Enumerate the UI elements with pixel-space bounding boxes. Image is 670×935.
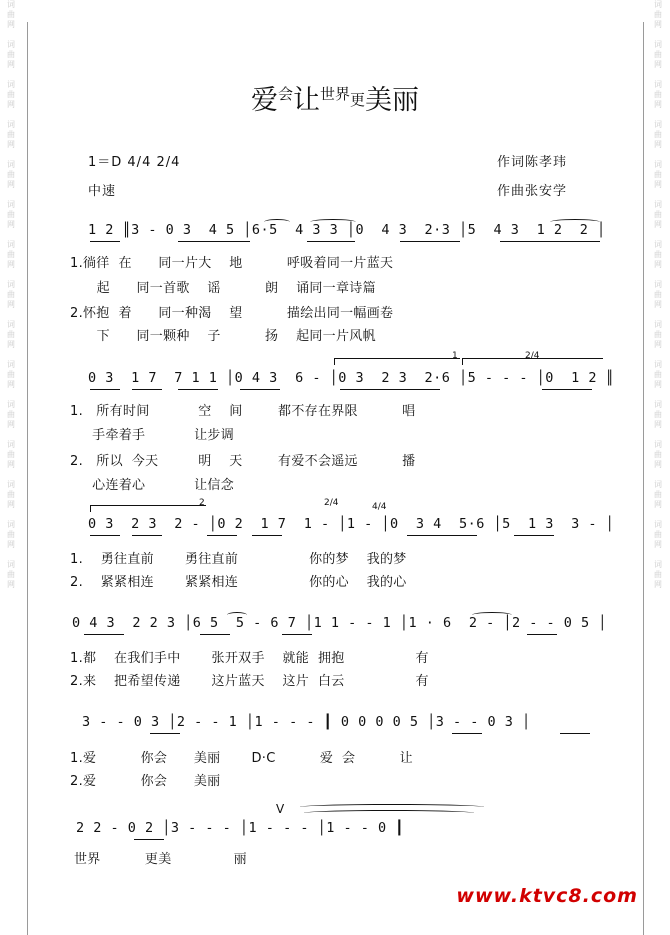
site-watermark: www.ktvc8.com — [456, 885, 638, 907]
meter-change: 2/4 — [525, 351, 540, 361]
side-watermark-char: 曲 — [7, 250, 15, 259]
beam-underline — [207, 535, 237, 536]
lyric-line: 1.都 在我们手中 张开双手 就能 拥抱 有 — [70, 651, 429, 666]
lyric-line: 1.爱 你会 美丽 D·C 爱 会 让 — [70, 751, 413, 766]
side-watermark-char: 词 — [654, 320, 662, 329]
lyric-line: 起 同一首歌 谣 朗 诵同一章诗篇 — [70, 281, 376, 296]
side-watermark-char: 曲 — [7, 90, 15, 99]
beam-underline — [542, 389, 592, 390]
notation-line: 1 2 ║3 - 0 3 4 5 │6·5 4 3 3 │0 4 3 2·3 │5 4 3 1 2 2 │ — [88, 222, 606, 238]
notation-line: 0 3 2 3 2 - │0 2 1 7 1 - │1 - │0 3 4 5·6 │5 1 3 3 - │ — [88, 516, 615, 532]
lyric-line: 2.来 把希望传递 这片蓝天 这片 白云 有 — [70, 674, 429, 689]
left-margin-line — [27, 22, 28, 935]
side-watermark-char: 网 — [7, 100, 15, 109]
side-watermark-char: 网 — [7, 460, 15, 469]
side-watermark-char: 词 — [7, 40, 15, 49]
side-watermark-char: 词 — [654, 480, 662, 489]
first-ending-bracket — [334, 358, 460, 365]
side-watermark-char: 曲 — [654, 530, 662, 539]
slur — [264, 219, 290, 225]
side-watermark-char: 词 — [7, 320, 15, 329]
side-watermark-char: 网 — [7, 220, 15, 229]
side-watermark-char: 曲 — [654, 370, 662, 379]
side-watermark-char: 网 — [654, 260, 662, 269]
side-watermark-char: 词 — [654, 520, 662, 529]
side-watermark-char: 曲 — [654, 570, 662, 579]
beam-underline — [134, 839, 164, 840]
side-watermark-char: 词 — [7, 560, 15, 569]
side-watermark-char: 网 — [7, 500, 15, 509]
side-watermark-char: 曲 — [654, 10, 662, 19]
side-watermark-char: 词 — [654, 400, 662, 409]
slur — [550, 219, 600, 225]
side-watermark-char: 曲 — [7, 570, 15, 579]
side-watermark-char: 网 — [7, 20, 15, 29]
lyric-line: 世界 更美 丽 — [74, 852, 247, 867]
side-watermark-char: 词 — [654, 280, 662, 289]
beam-underline — [560, 733, 590, 734]
side-watermark-char: 曲 — [654, 210, 662, 219]
title-char: 更 — [350, 91, 366, 109]
side-watermark-char: 网 — [7, 300, 15, 309]
side-watermark-char: 词 — [7, 80, 15, 89]
side-watermark-char: 网 — [7, 580, 15, 589]
notation-line: 3 - - 0 3 │2 - - 1 │1 - - - ┃ 0 0 0 0 5 │3 - - 0 3 │ — [82, 714, 531, 730]
side-watermark-char: 网 — [7, 380, 15, 389]
side-watermark-char: 曲 — [654, 170, 662, 179]
side-watermark-char: 网 — [7, 540, 15, 549]
side-watermark-char: 网 — [654, 220, 662, 229]
side-watermark-char: 网 — [654, 340, 662, 349]
slur — [310, 219, 356, 225]
notation-line: 0 4 3 2 2 3 │6 5 5 - 6 7 │1 1 - - 1 │1 · 6 2 - │2 - - 0 5 │ — [72, 615, 607, 631]
side-watermark-char: 词 — [654, 0, 662, 9]
beam-underline — [400, 241, 460, 242]
beam-underline — [527, 634, 557, 635]
side-watermark-char: 网 — [654, 60, 662, 69]
side-watermark-char: 曲 — [7, 10, 15, 19]
lyric-line: 2.爱 你会 美丽 — [70, 774, 221, 789]
side-watermark-char: 词 — [654, 360, 662, 369]
side-watermark-char: 曲 — [654, 290, 662, 299]
side-watermark-char: 曲 — [7, 490, 15, 499]
side-watermark-char: 曲 — [654, 130, 662, 139]
side-watermark-char: 曲 — [7, 330, 15, 339]
side-watermark-char: 词 — [654, 200, 662, 209]
side-watermark-char: 曲 — [654, 450, 662, 459]
side-watermark-char: 词 — [654, 240, 662, 249]
beam-underline — [90, 535, 120, 536]
side-watermark-char: 网 — [654, 20, 662, 29]
beam-underline — [90, 241, 120, 242]
lyric-line: 2. 紧紧相连 紧紧相连 你的心 我的心 — [70, 575, 407, 590]
song-title — [0, 78, 670, 117]
side-watermark-char: 网 — [7, 60, 15, 69]
title-char: 世界 — [319, 85, 350, 103]
beam-underline — [240, 389, 280, 390]
side-watermark-char: 曲 — [7, 170, 15, 179]
lyric-line: 1. 所有时间 空 间 都不存在界限 唱 — [70, 404, 416, 419]
side-watermark-char: 曲 — [654, 410, 662, 419]
side-watermark-char: 曲 — [654, 330, 662, 339]
side-watermark-char: 词 — [654, 440, 662, 449]
side-watermark-char: 曲 — [7, 50, 15, 59]
side-watermark-char: 网 — [654, 100, 662, 109]
second-ending-bracket — [90, 505, 206, 512]
side-watermark-char: 词 — [7, 400, 15, 409]
side-watermark-char: 词 — [654, 560, 662, 569]
beam-underline — [150, 733, 180, 734]
beam-underline — [90, 389, 120, 390]
side-watermark-char: 曲 — [7, 130, 15, 139]
slur — [472, 612, 512, 618]
side-watermark-char: 曲 — [7, 370, 15, 379]
side-watermark-char: 词 — [7, 480, 15, 489]
side-watermark-char: 词 — [7, 0, 15, 9]
title-char: 爱 — [250, 85, 278, 116]
beam-underline — [252, 535, 282, 536]
side-watermark-char: 网 — [654, 180, 662, 189]
side-watermark-char: 曲 — [7, 410, 15, 419]
side-watermark-char: 曲 — [654, 90, 662, 99]
notation-line: 2 2 - 0 2 │3 - - - │1 - - - │1 - - 0 ┃ — [76, 820, 404, 836]
side-watermark-char: 网 — [654, 140, 662, 149]
beam-underline — [200, 634, 230, 635]
tempo-marking: 中速 — [88, 184, 117, 199]
beam-underline — [84, 634, 124, 635]
key-signature: 1＝D 4/4 2/4 — [88, 155, 181, 170]
side-watermark-char: 词 — [7, 520, 15, 529]
composer-credit: 作曲张安学 — [497, 184, 568, 199]
beam-underline — [307, 241, 355, 242]
left-watermark-strip — [4, 0, 18, 935]
ending-number: 2 — [199, 498, 205, 508]
beam-underline — [340, 389, 440, 390]
side-watermark-char: 网 — [654, 580, 662, 589]
side-watermark-char: 网 — [654, 300, 662, 309]
beam-underline — [407, 535, 477, 536]
beam-underline — [514, 535, 554, 536]
side-watermark-char: 网 — [654, 420, 662, 429]
side-watermark-char: 网 — [654, 380, 662, 389]
side-watermark-char: 网 — [654, 540, 662, 549]
side-watermark-char: 网 — [7, 420, 15, 429]
side-watermark-char: 网 — [654, 500, 662, 509]
beam-underline — [500, 241, 600, 242]
lyric-line: 2. 所以 今天 明 天 有爱不会遥远 播 — [70, 454, 416, 469]
side-watermark-char: 曲 — [654, 50, 662, 59]
beam-underline — [178, 241, 250, 242]
side-watermark-char: 词 — [7, 200, 15, 209]
ending-number: 1 — [452, 351, 458, 361]
beam-underline — [132, 389, 162, 390]
right-watermark-strip — [651, 0, 665, 935]
beam-underline — [452, 733, 482, 734]
side-watermark-char: 词 — [654, 160, 662, 169]
side-watermark-char: 词 — [654, 40, 662, 49]
lyric-line: 手牵着手 让步调 — [70, 428, 235, 443]
right-margin-line — [643, 22, 644, 935]
breath-mark: V — [276, 802, 285, 816]
side-watermark-char: 曲 — [7, 290, 15, 299]
side-watermark-char: 词 — [7, 160, 15, 169]
title-char: 会 — [277, 85, 293, 103]
side-watermark-char: 曲 — [7, 210, 15, 219]
side-watermark-char: 曲 — [7, 530, 15, 539]
lyric-line: 2.怀抱 着 同一种渴 望 描绘出同一幅画卷 — [70, 306, 394, 321]
meter-change: 2/4 — [324, 498, 339, 508]
side-watermark-char: 曲 — [7, 450, 15, 459]
side-watermark-char: 网 — [7, 260, 15, 269]
slur — [227, 612, 247, 618]
title-char: 让 — [292, 85, 320, 116]
side-watermark-char: 曲 — [654, 490, 662, 499]
beam-underline — [178, 389, 218, 390]
side-watermark-char: 词 — [7, 240, 15, 249]
lyric-line: 1. 勇往直前 勇往直前 你的梦 我的梦 — [70, 552, 407, 567]
side-watermark-char: 网 — [7, 180, 15, 189]
side-watermark-char: 曲 — [654, 250, 662, 259]
lyric-line: 心连着心 让信念 — [70, 478, 235, 493]
lyric-line: 下 同一颗种 子 扬 起同一片风帆 — [70, 329, 376, 344]
meter-change: 4/4 — [372, 502, 387, 512]
side-watermark-char: 词 — [7, 440, 15, 449]
tie — [304, 810, 474, 816]
notation-line: 0 3 1 7 7 1 1 │0 4 3 6 - │0 3 2 3 2·6 │5 - - - │0 1 2 ║ — [88, 370, 615, 386]
side-watermark-char: 词 — [654, 120, 662, 129]
side-watermark-char: 词 — [654, 80, 662, 89]
side-watermark-char: 词 — [7, 120, 15, 129]
side-watermark-char: 网 — [7, 340, 15, 349]
beam-underline — [282, 634, 312, 635]
side-watermark-char: 词 — [7, 360, 15, 369]
beam-underline — [132, 535, 162, 536]
side-watermark-char: 网 — [654, 460, 662, 469]
lyric-line: 1.徜徉 在 同一片大 地 呼吸着同一片蓝天 — [70, 256, 394, 271]
title-char: 美丽 — [365, 85, 420, 116]
lyricist-credit: 作词陈孝玮 — [497, 155, 568, 170]
side-watermark-char: 网 — [7, 140, 15, 149]
side-watermark-char: 词 — [7, 280, 15, 289]
